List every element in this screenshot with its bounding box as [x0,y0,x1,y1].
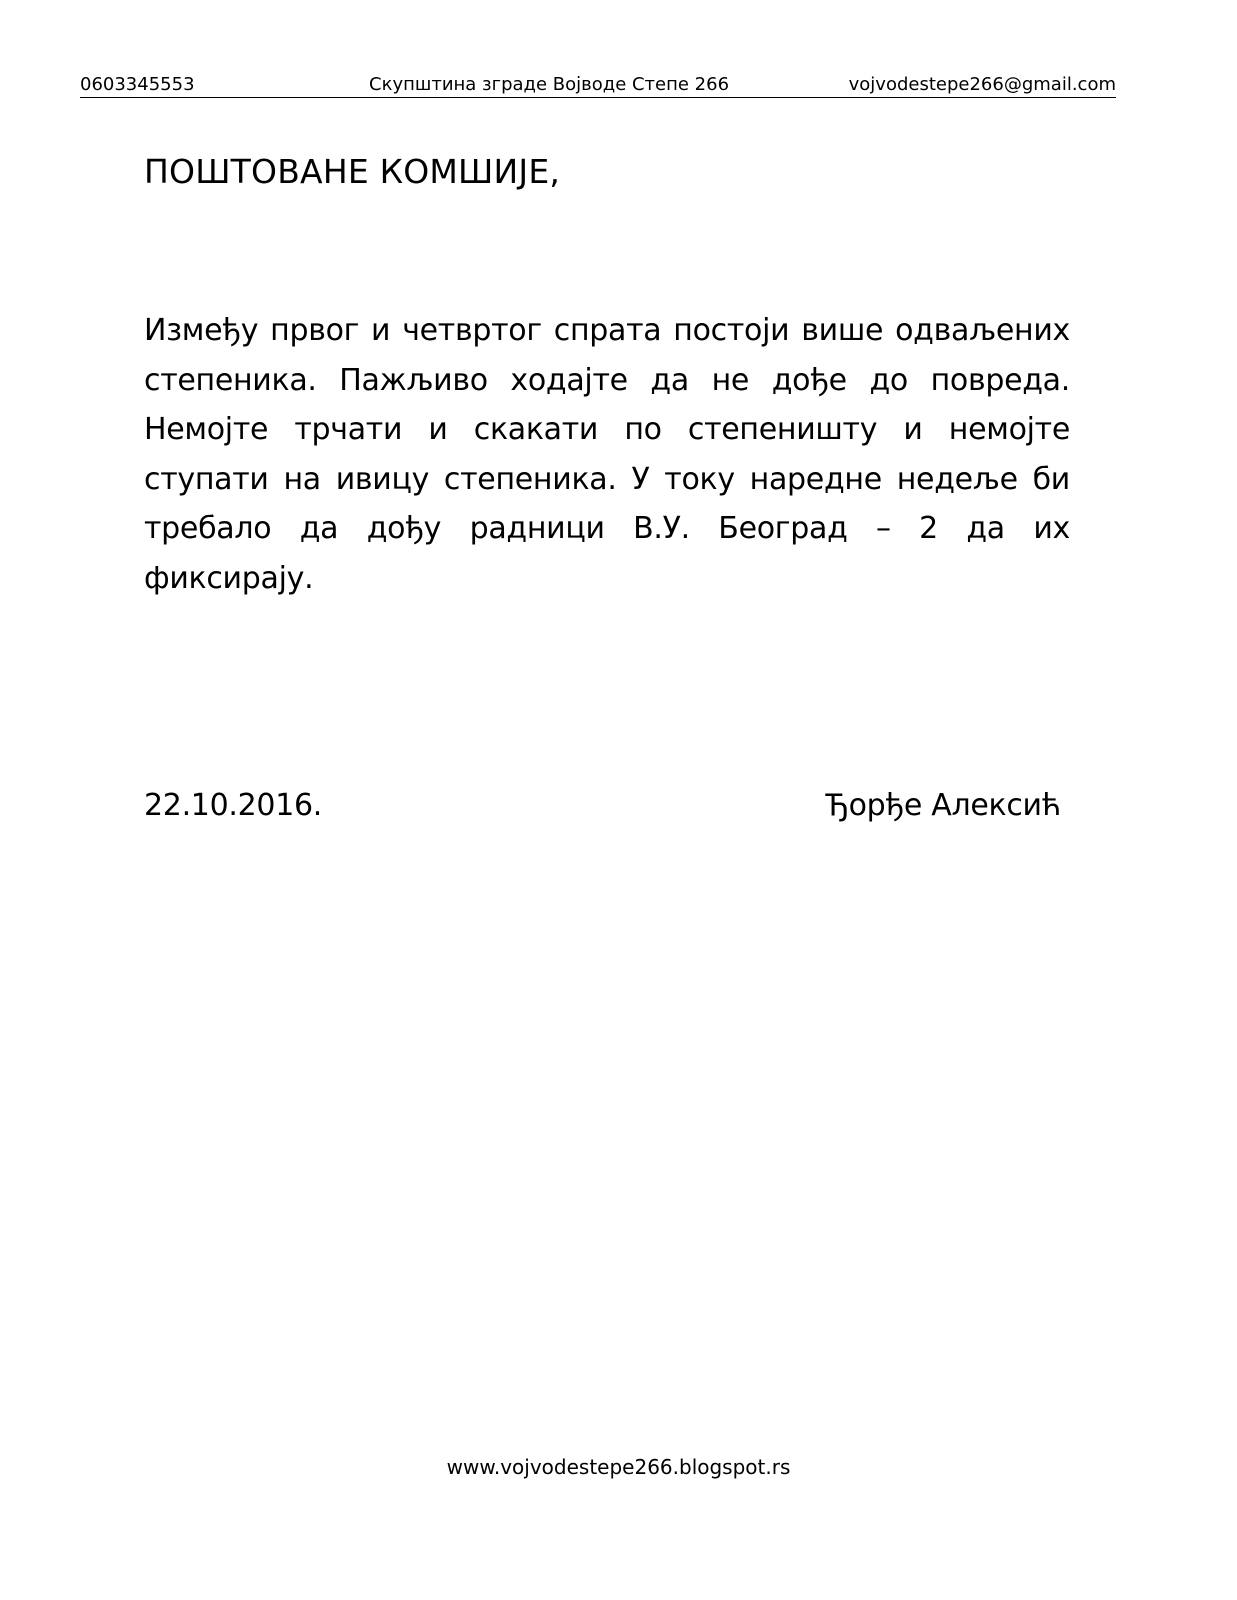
header-email: vojvodestepe266@gmail.com [848,74,1116,95]
footer-website: www.vojvodestepe266.blogspot.rs [446,1455,791,1479]
notice-body: Између првог и четвртог спрата постоји више одваљених степеника. Пажљиво ходајте да не дође до повреда. Немојте трчати и скакати по степеништу и немојте ступати на ивицу степеника. У току наредне недеље би требало да дођу радници В.У. Београд – 2 да их фиксирају. [144,313,1070,596]
notice-date: 22.10.2016. [144,788,323,823]
signature-name: Ђорђе Алексић [825,788,1061,823]
greeting-heading: ПОШТОВАНЕ КОМШИЈЕ, [144,152,561,191]
letterhead [80,73,1116,98]
header-organization: Скупштина зграде Војводе Степе 266 [369,74,730,95]
header-phone: 0603345553 [80,74,195,95]
